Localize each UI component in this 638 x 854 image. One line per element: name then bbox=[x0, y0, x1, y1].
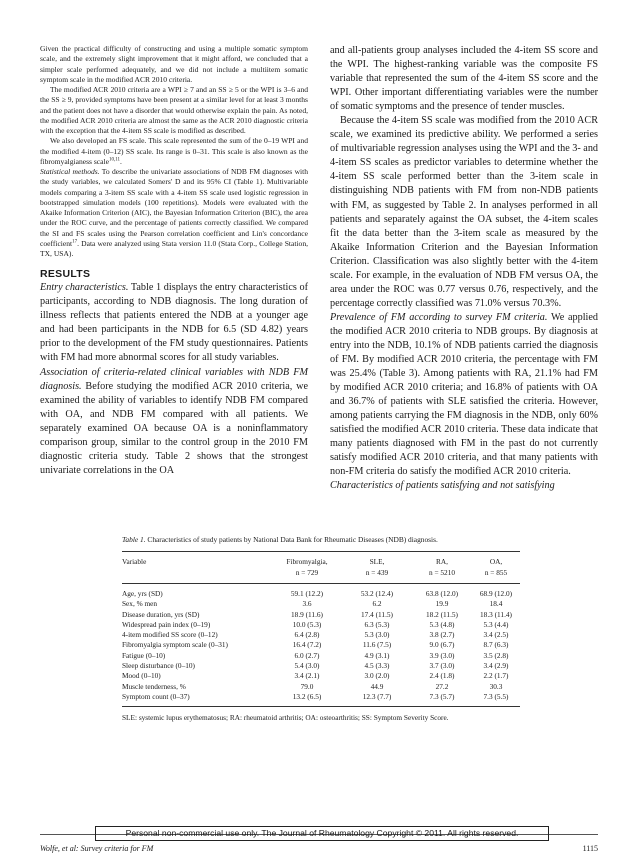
row-label: Symptom count (0–37) bbox=[122, 692, 272, 707]
table-row bbox=[122, 610, 520, 620]
table-cell: 17.4 (11.5) bbox=[361, 609, 393, 619]
table-cell: 9.0 (6.7) bbox=[429, 640, 455, 650]
table-cell: 3.4 (2.5) bbox=[483, 630, 509, 640]
table-row bbox=[122, 682, 520, 692]
table-cell: 2.2 (1.7) bbox=[483, 671, 509, 681]
table-row bbox=[122, 661, 520, 671]
table-cell: 79.0 bbox=[300, 681, 314, 691]
table-row bbox=[122, 640, 520, 650]
table-cell: 7.3 (5.5) bbox=[472, 692, 520, 707]
table-cell: 12.3 (7.7) bbox=[342, 692, 412, 707]
paragraph bbox=[330, 479, 598, 493]
column-header-sle: SLE, bbox=[342, 552, 412, 568]
paragraph: The modified ACR 2010 criteria are a WPI ≥ 7 and an SS ≥ 5 or the WPI is 3–6 and the SS ≥ 9, provided symptoms have been present at a similar level for at least 3 months and the patient does not have a disorder that would otherwise explain the pain. As noted, the modified ACR 2010 criteria are almost the same as the ACR 2010 diagnostic criteria with the exception that the 4-item SS scale is modified as described. bbox=[40, 85, 308, 135]
paragraph-text: . Data were analyzed using Stata version 11.0 (Stata Corp., College Station, TX, USA). bbox=[40, 238, 308, 258]
data-table bbox=[122, 551, 520, 707]
row-label: Mood (0–10) bbox=[122, 671, 161, 681]
table-caption bbox=[122, 535, 520, 545]
table-cell: 13.2 (6.5) bbox=[272, 692, 342, 707]
paragraph-text: To describe the univariate associations of NDB FM diagnoses with the study variables, we calculated Somers' D and its 95% CI (Table 1). Multivariable models comparing a 3-item SS scale with a 4-item SS scale used logistic regression in bootstrapped simulation models (100 repetitions). Models were evaluated with the Akaike Information Criterion (AIC), the Bayesian Information Criterion (BIC), the area under the ROC curve, and the percentage of patients correctly classified. We compared the SI and FS scales using the Pearson correlation coefficient and Lin's concordance coefficient bbox=[40, 167, 308, 248]
subheading: Statistical methods. bbox=[40, 167, 100, 176]
paragraph bbox=[40, 366, 308, 478]
table-footnote: SLE: systemic lupus erythematosus; RA: rheumatoid arthritis; OA: osteoarthritis; SS: Symptom Severity Score. bbox=[122, 713, 449, 723]
table-cell: 3.7 (3.0) bbox=[429, 661, 455, 671]
column-n-ra: n = 5210 bbox=[412, 567, 472, 584]
paragraph-text: We applied the modified ACR 2010 criteria to NDB groups. By diagnosis at entry into the NDB, 10.1% of NDB patients carried the diagnosis of FM. By modified ACR 2010 criteria, the percentage with FM was 25.4% (Table 3). Among patients with RA, 21.1% had FM by modified ACR 2010 criteria; and 16.8% of patients with OA and 36.7% of patients with SLE satisfied the criteria. However, among patients carrying the FM diagnosis in the NDB, only 60% satisfied the modified ACR 2010 criteria. These data indicate that many patients diagnosed with FM in the past do not currently satisfy modified ACR 2010 criteria, and that many patients with non-FM criteria do satisfy the modified ACR 2010 criteria. bbox=[330, 311, 598, 478]
paragraph bbox=[330, 311, 598, 480]
page-number: 1115 bbox=[582, 844, 598, 853]
table-cell: 8.7 (6.3) bbox=[483, 640, 509, 650]
table-cell: 2.4 (1.8) bbox=[429, 671, 455, 681]
column-header-oa: OA, bbox=[472, 552, 520, 568]
row-label: Age, yrs (SD) bbox=[122, 589, 163, 598]
table-row bbox=[122, 692, 520, 707]
table-cell: 53.2 (12.4) bbox=[360, 589, 394, 598]
paragraph: and all-patients group analyses included the 4-item SS score and the WPI. The highest-ranking variable was the composite FS variable that represented the sum of the 4-item SS score and the WPI. Other important differentiating variables were the number of somatic symptoms and the presence of tender muscles. bbox=[330, 45, 598, 113]
table-cell: 59.1 (12.2) bbox=[290, 589, 324, 598]
table-cell: 6.0 (2.7) bbox=[294, 650, 320, 660]
paragraph bbox=[40, 281, 308, 365]
table-cell: 63.8 (12.0) bbox=[425, 589, 459, 598]
table-cell: 3.4 (2.1) bbox=[294, 671, 320, 681]
left-column bbox=[40, 44, 308, 478]
table-cell: 6.2 bbox=[372, 599, 382, 609]
table-cell: 30.3 bbox=[489, 681, 503, 691]
table-cell: 18.2 (11.5) bbox=[426, 609, 458, 619]
citation-superscript: 10,11 bbox=[108, 157, 121, 163]
table-cell: 18.3 (11.4) bbox=[480, 609, 512, 619]
table-cell: 5.4 (3.0) bbox=[294, 661, 320, 671]
paragraph-text: Before studying the modified ACR 2010 criteria, we examined the ability of variables to identify NDB FM compared with OA, and NDB FM compared with all patients. We separately examined OA because OA is a noninflammatory comparison group, similar to the control group in the 2010 FM diagnostic criteria study. Table 2 shows that the strongest univariate correlations in the OA bbox=[40, 380, 308, 476]
table-cell: 6.4 (2.8) bbox=[294, 630, 320, 640]
table-cell: 7.3 (5.7) bbox=[412, 692, 472, 707]
column-n-fibromyalgia: n = 729 bbox=[272, 567, 342, 584]
table-cell: 5.3 (4.8) bbox=[429, 619, 455, 629]
column-header-ra: RA, bbox=[412, 552, 472, 568]
table-cell: 3.0 (2.0) bbox=[364, 671, 390, 681]
paragraph-text: We also developed an FS scale. This scale represented the sum of the 0–19 WPI and the modified 4-item (0–12) SS scale. Its range is 0–31. This scale is also known as the fibromyalgianess scale bbox=[40, 136, 308, 166]
column-n-sle: n = 439 bbox=[342, 567, 412, 584]
table-cell: 3.5 (2.8) bbox=[483, 650, 509, 660]
paragraph bbox=[40, 167, 308, 259]
row-label: Disease duration, yrs (SD) bbox=[122, 609, 200, 619]
table-caption-text: Characteristics of study patients by National Data Bank for Rheumatic Diseases (NDB) diagnosis. bbox=[145, 535, 438, 544]
column-header-fibromyalgia: Fibromyalgia, bbox=[272, 552, 342, 568]
table-row bbox=[122, 620, 520, 630]
table-cell: 44.9 bbox=[370, 681, 384, 691]
right-column bbox=[330, 44, 598, 494]
table-cell: 3.8 (2.7) bbox=[429, 630, 455, 640]
row-label: 4-item modified SS score (0–12) bbox=[122, 630, 218, 640]
table-cell: 5.3 (4.4) bbox=[483, 619, 509, 629]
table-caption-label: Table 1. bbox=[122, 535, 146, 544]
table-row bbox=[122, 584, 520, 600]
paragraph: Because the 4-item SS scale was modified from the 2010 ACR scale, we examined its predictive ability. We performed a series of multivariable regression analyses using the WPI and the 3- and 4-item SS scales as predictor variables to determine whether the 4-item SS scale performed better than the 3-item scale in distinguishing NDB patients with FM from non-NDB patients with FM, as suggested by Table 2. In analyses performed in all patients and separately against the OA subset, the 4-item scales fit the data better than the 3-item scale as measured by the Akaike Information Criterion and the Bayesian Information Criterion. Classification was also slightly better with the 4-item scale. For example, in the evaluation of NDB FM versus OA, the area under the ROC was 0.77 versus 0.76, respectively, and the percentage correctly classified was 71.0% versus 70.3%. bbox=[330, 115, 599, 309]
copyright-notice: Personal non-commercial use only. The Journal of Rheumatology Copyright © 2011. All rights reserved. bbox=[95, 826, 549, 841]
subheading: Characteristics of patients satisfying and not satisfying bbox=[330, 480, 555, 492]
row-label: Muscle tenderness, % bbox=[122, 681, 186, 691]
results-section bbox=[40, 281, 308, 478]
table-row bbox=[122, 671, 520, 681]
methods-section bbox=[40, 44, 308, 259]
paragraph: We also developed an FS scale. This scale represented the sum of the 0–19 WPI and the modified 4-item (0–12) SS scale. Its range is 0–31. This scale is also known as the fibromyalgianess scale$^{10,11}$. bbox=[40, 136, 308, 166]
column-header-variable: Variable bbox=[122, 552, 272, 568]
subheading: Entry characteristics. bbox=[40, 282, 129, 294]
table-1 bbox=[122, 535, 520, 723]
table-cell: 68.9 (12.0) bbox=[479, 589, 513, 598]
row-label: Sleep disturbance (0–10) bbox=[122, 661, 195, 671]
row-label: Sex, % men bbox=[122, 599, 158, 609]
row-label: Widespread pain index (0–19) bbox=[122, 619, 211, 629]
table-cell: 11.6 (7.5) bbox=[362, 640, 392, 650]
table-cell: 3.6 bbox=[302, 599, 312, 609]
table-cell: 4.5 (3.3) bbox=[364, 661, 390, 671]
table-row bbox=[122, 651, 520, 661]
table-cell: 3.4 (2.9) bbox=[483, 661, 509, 671]
row-label: Fibromyalgia symptom scale (0–31) bbox=[122, 640, 228, 650]
column-header-blank bbox=[122, 567, 272, 584]
subheading: Association of criteria-related clinical variables with NDB FM diagnosis. bbox=[40, 366, 308, 392]
table-row bbox=[122, 599, 520, 609]
paragraph: Given the practical difficulty of constructing and using a multiple somatic symptom scale, and the extremely slight improvement that it might afford, we concluded that a simpler scale performed adequately, and we did not include a multiitem somatic symptom scale in the modified ACR 2010 criteria. bbox=[40, 44, 308, 84]
table-cell: 18.4 bbox=[489, 599, 503, 609]
table-cell: 27.2 bbox=[435, 681, 449, 691]
table-cell: 5.3 (3.0) bbox=[364, 630, 390, 640]
table-cell: 16.4 (7.2) bbox=[292, 640, 322, 650]
table-cell: 3.9 (3.0) bbox=[429, 650, 455, 660]
row-label: Fatigue (0–10) bbox=[122, 650, 166, 660]
results-heading: RESULTS bbox=[40, 268, 91, 281]
table-row bbox=[122, 630, 520, 640]
table-cell: 6.3 (5.3) bbox=[364, 619, 390, 629]
table-cell: 4.9 (3.1) bbox=[364, 650, 390, 660]
running-head: Wolfe, et al: Survey criteria for FM bbox=[40, 844, 154, 853]
paragraph-text: Table 1 displays the entry characteristics of participants, according to NDB diagnosis. The long duration of illness reflects that patients entered the NDB at a younger age and had been participants in the NDB for 6.5 (SD 4.82) years prior to the development of the FM study questionnaires. Patients with FM had more abnormal scores for all study variables. bbox=[40, 282, 309, 364]
table-cell: 19.9 bbox=[435, 599, 449, 609]
table-cell: 18.9 (11.6) bbox=[291, 609, 323, 619]
citation-superscript: 17 bbox=[72, 239, 78, 245]
subheading: Prevalence of FM according to survey FM criteria. bbox=[330, 311, 548, 323]
table-cell: 10.0 (5.3) bbox=[292, 619, 322, 629]
column-n-oa: n = 855 bbox=[472, 567, 520, 584]
